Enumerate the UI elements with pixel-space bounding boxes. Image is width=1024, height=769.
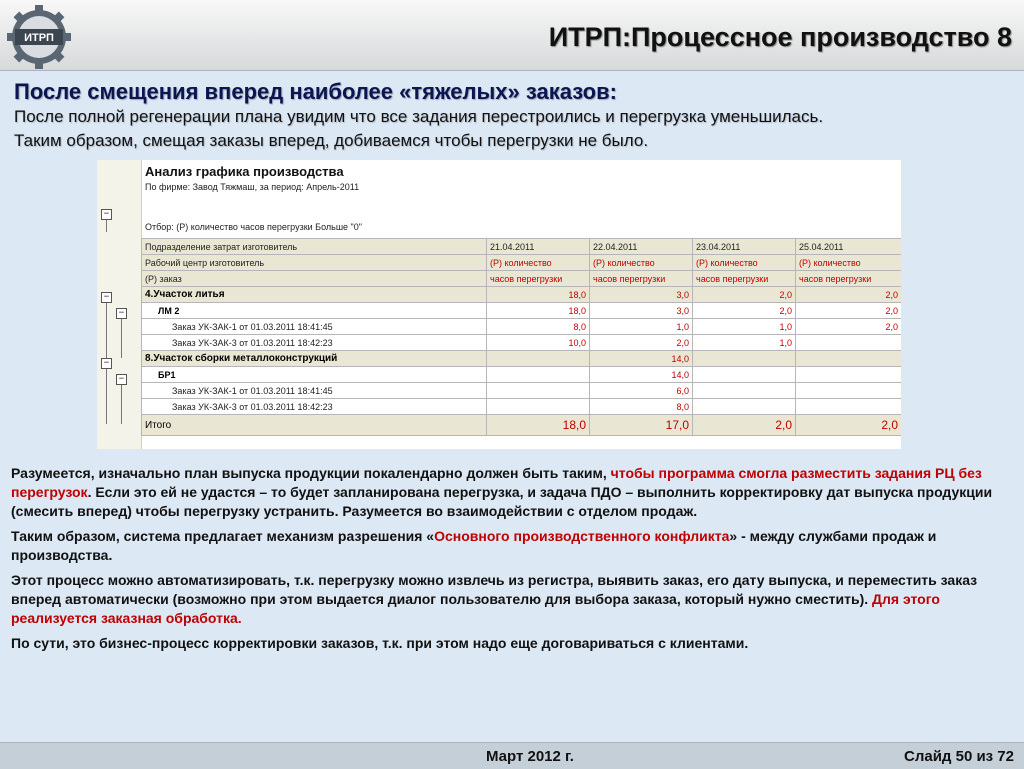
total-value: 2,0 [693, 415, 796, 436]
text-span: Таким образом, система предлагает механизм разрешения « [11, 528, 435, 544]
slide-header [0, 0, 1024, 71]
value-cell [487, 351, 590, 367]
value-cell: 3,0 [590, 287, 693, 303]
table-row [142, 319, 902, 335]
tree-line [106, 369, 107, 424]
value-cell: 8,0 [590, 399, 693, 415]
value-cell: 14,0 [590, 367, 693, 383]
table-header-row [142, 255, 902, 271]
value-cell: 3,0 [590, 303, 693, 319]
value-cell [796, 335, 902, 351]
workcenter-label: ЛМ 2 [142, 303, 487, 319]
measure-header: (Р) количество [487, 255, 590, 271]
group-label: 4.Участок литья [142, 287, 487, 303]
slide-counter: Слайд 50 из 72 [904, 748, 1014, 765]
paragraph-2 [11, 527, 1001, 565]
order-label: Заказ УК-ЗАК-3 от 01.03.2011 18:42:23 [142, 399, 487, 415]
value-cell: 1,0 [693, 335, 796, 351]
slide-footer [0, 742, 1024, 769]
value-cell: 2,0 [590, 335, 693, 351]
table-row [142, 303, 902, 319]
value-cell: 1,0 [693, 319, 796, 335]
value-cell: 2,0 [796, 319, 902, 335]
value-cell: 14,0 [590, 351, 693, 367]
highlight-text: Основного производственного конфликта [434, 528, 730, 544]
value-cell: 2,0 [693, 303, 796, 319]
value-cell: 1,0 [590, 319, 693, 335]
date-header: 21.04.2011 [487, 239, 590, 255]
measure-header: часов перегрузки [796, 271, 902, 287]
measure-header: (Р) количество [796, 255, 902, 271]
measure-header: часов перегрузки [590, 271, 693, 287]
table-header-row [142, 271, 902, 287]
footer-date: Март 2012 г. [486, 748, 574, 765]
order-label: Заказ УК-ЗАК-1 от 01.03.2011 18:41:45 [142, 319, 487, 335]
measure-header: часов перегрузки [487, 271, 590, 287]
text-span: » - между службами продаж и производства. [11, 528, 937, 563]
measure-header: часов перегрузки [693, 271, 796, 287]
production-schedule-report [97, 160, 901, 449]
tree-line [106, 303, 107, 358]
table-header-row [142, 239, 902, 255]
header-cell: Подразделение затрат изготовитель [142, 239, 487, 255]
report-filter: Отбор: (Р) количество часов перегрузки Больше "0" [145, 222, 362, 232]
workcenter-label: БР1 [142, 367, 487, 383]
highlight-text: чтобы программа смогла разместить задания РЦ без перегрузок [11, 465, 982, 500]
table-row [142, 383, 902, 399]
date-header: 23.04.2011 [693, 239, 796, 255]
tree-line [121, 319, 122, 358]
text-span: Разумеется, изначально план выпуска продукции покалендарно должен быть таким, [11, 465, 611, 481]
date-header: 22.04.2011 [590, 239, 693, 255]
value-cell [693, 351, 796, 367]
text-span: . Если это ей не удастся – то будет запланирована перегрузка, и задача ПДО – выполнить корректировку дат выпуска продукции (смесить вперед) чтобы перегрузку устранить. Разумеется во взаимодействии с отделом продаж. [11, 484, 993, 519]
value-cell [796, 367, 902, 383]
header-cell: Рабочий центр изготовитель [142, 255, 487, 271]
collapse-icon[interactable]: − [101, 358, 112, 369]
value-cell: 8,0 [487, 319, 590, 335]
tree-line [121, 385, 122, 424]
measure-header: (Р) количество [693, 255, 796, 271]
table-row [142, 367, 902, 383]
value-cell [487, 367, 590, 383]
order-label: Заказ УК-ЗАК-3 от 01.03.2011 18:42:23 [142, 335, 487, 351]
value-cell: 2,0 [796, 287, 902, 303]
text-span: Этот процесс можно автоматизировать, т.к. перегрузку можно извлечь из регистра, выявить заказ, его дату выпуска, и переместить заказ вперед автоматически (возможно при этом выдается диалог пользователю для выбора заказа, который нужно сместить). [11, 572, 978, 607]
value-cell [693, 383, 796, 399]
value-cell [693, 399, 796, 415]
paragraph-1 [11, 464, 1001, 521]
total-label: Итого [142, 415, 487, 436]
section-heading: После смещения вперед наиболее «тяжелых» заказов: [14, 79, 617, 104]
header-cell: (Р) заказ [142, 271, 487, 287]
collapse-icon[interactable]: − [101, 209, 112, 220]
total-value: 17,0 [590, 415, 693, 436]
measure-header: (Р) количество [590, 255, 693, 271]
value-cell [693, 367, 796, 383]
total-value: 2,0 [796, 415, 902, 436]
value-cell: 18,0 [487, 303, 590, 319]
value-cell: 10,0 [487, 335, 590, 351]
report-tree-gutter [97, 160, 142, 449]
table-total-row [142, 415, 902, 436]
value-cell: 18,0 [487, 287, 590, 303]
paragraph-3 [11, 571, 1001, 628]
intro-line-1: После полной регенерации плана увидим что все задания перестроились и перегрузка уменьшилась. [14, 107, 824, 126]
order-label: Заказ УК-ЗАК-1 от 01.03.2011 18:41:45 [142, 383, 487, 399]
itrp-logo-icon [6, 4, 72, 70]
highlight-text: Для этого реализуется заказная обработка. [11, 591, 940, 626]
table-row [142, 351, 902, 367]
table-row [142, 335, 902, 351]
report-title: Анализ графика производства [145, 164, 344, 179]
svg-text:ИТРП: ИТРП [24, 32, 54, 44]
value-cell: 6,0 [590, 383, 693, 399]
collapse-icon[interactable]: − [116, 374, 127, 385]
value-cell [796, 399, 902, 415]
table-row [142, 287, 902, 303]
value-cell: 2,0 [693, 287, 796, 303]
report-subtitle: По фирме: Завод Тяжмаш, за период: Апрель-2011 [145, 182, 360, 192]
intro-line-2: Таким образом, смещая заказы вперед, добиваемся чтобы перегрузки не было. [14, 131, 649, 150]
report-table [141, 238, 901, 436]
paragraph-4 [11, 634, 1001, 653]
group-label: 8.Участок сборки металлоконструкций [142, 351, 487, 367]
slide-content [0, 71, 1024, 741]
table-row [142, 399, 902, 415]
collapse-icon[interactable]: − [101, 292, 112, 303]
slide-title: ИТРП:Процессное производство 8 [548, 22, 1012, 52]
value-cell [487, 399, 590, 415]
collapse-icon[interactable]: − [116, 308, 127, 319]
value-cell [487, 383, 590, 399]
explanation-text [11, 464, 1001, 659]
tree-line [106, 220, 107, 232]
date-header: 25.04.2011 [796, 239, 902, 255]
value-cell [796, 383, 902, 399]
text-span: По сути, это бизнес-процесс корректировки заказов, т.к. при этом надо еще договариваться с клиентами. [11, 635, 749, 651]
total-value: 18,0 [487, 415, 590, 436]
value-cell: 2,0 [796, 303, 902, 319]
value-cell [796, 351, 902, 367]
